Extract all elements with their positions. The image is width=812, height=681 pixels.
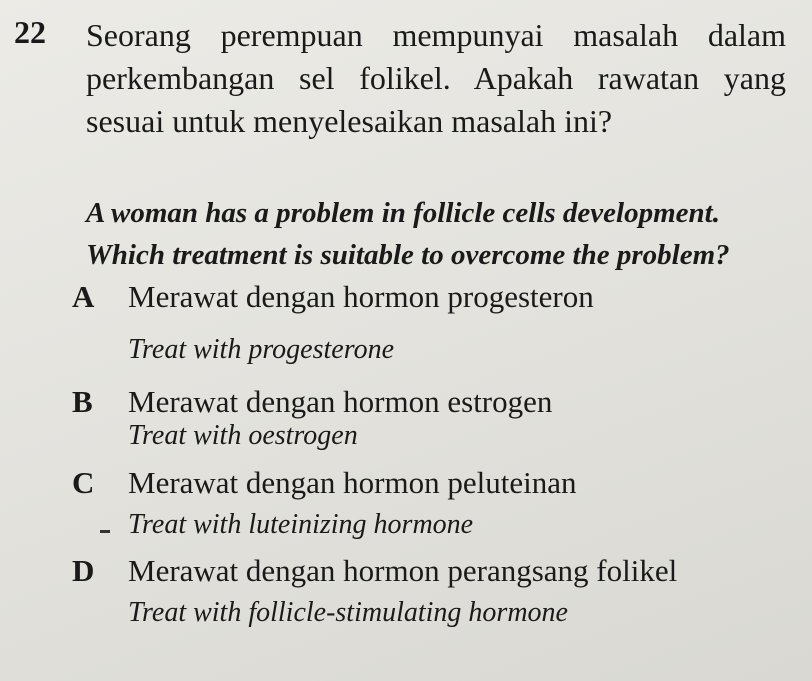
option-text-malay: Merawat dengan hormon progesteron — [128, 279, 594, 314]
option-text-english: Treat with oestrogen — [128, 420, 358, 451]
question-number: 22 — [14, 14, 46, 50]
option-text-malay: Merawat dengan hormon estrogen — [128, 384, 553, 419]
option-text-english: Treat with progesterone — [128, 334, 394, 365]
option-letter: C — [72, 465, 95, 500]
question-stem-malay: Seorang perempuan mempunyai masalah dalam perkembangan sel folikel. Apakah rawatan yang sesuai untuk menyelesaikan masalah ini? — [86, 17, 786, 139]
option-letter: B — [72, 384, 93, 419]
option-text-english: Treat with follicle-stimulating hormone — [128, 597, 568, 628]
question-stem-english: A woman has a problem in follicle cells development. Which treatment is suitable to overcome the problem? — [86, 197, 730, 271]
pen-mark — [100, 530, 110, 533]
option-text-malay: Merawat dengan hormon perangsang folikel — [128, 553, 678, 588]
option-letter: A — [72, 279, 95, 314]
option-letter: D — [72, 553, 95, 588]
option-text-malay: Merawat dengan hormon peluteinan — [128, 465, 577, 500]
option-text-english: Treat with luteinizing hormone — [128, 509, 474, 540]
